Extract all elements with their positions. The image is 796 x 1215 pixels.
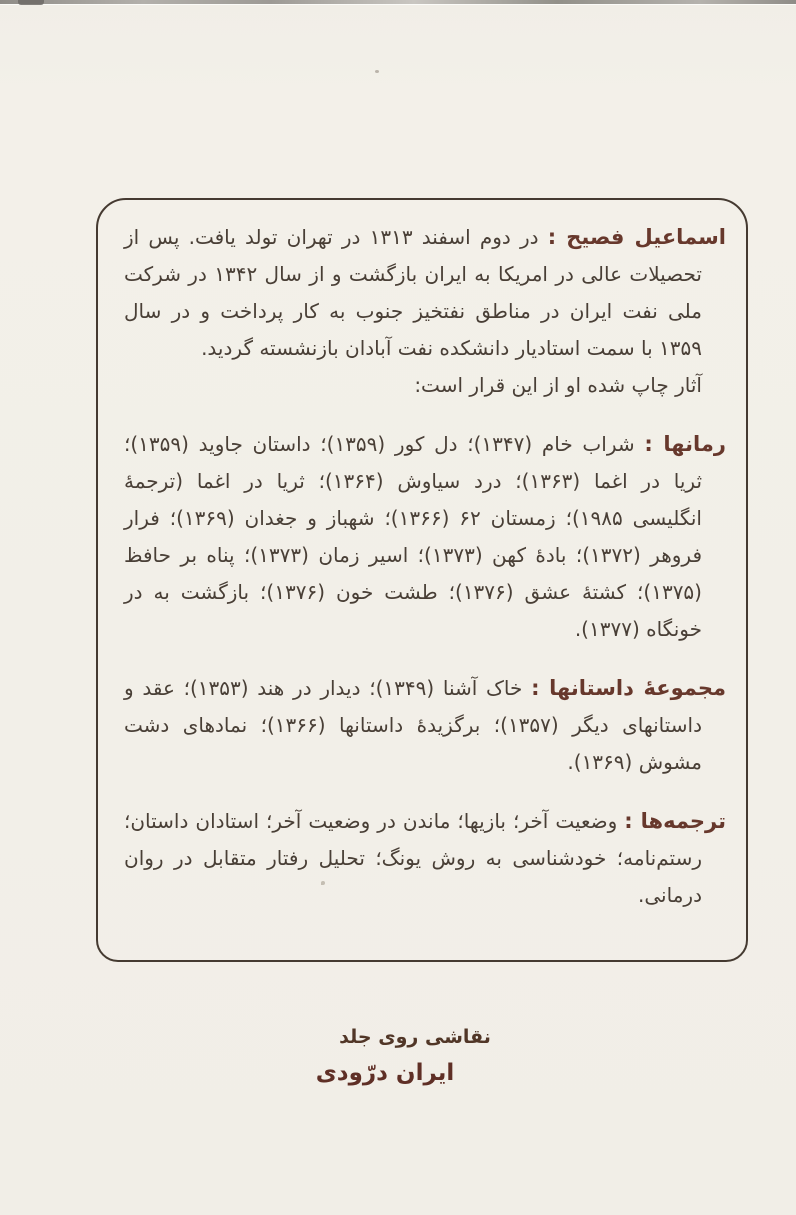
scan-edge-artifact — [0, 0, 796, 5]
novels-paragraph — [124, 426, 726, 648]
story-collections-heading: مجموعهٔ داستانها : — [531, 676, 726, 700]
scan-mark-artifact — [18, 0, 44, 5]
cover-credit — [0, 1024, 796, 1087]
author-bio-paragraph — [124, 219, 726, 367]
translations-list-text: وضعیت آخر؛ بازیها؛ ماندن در وضعیت آخر؛ استادان داستان؛ رستم‌نامه؛ خودشناسی به روش یونگ؛ تحلیل رفتار متقابل در روان درمانی. — [124, 809, 702, 907]
novels-heading: رمانها : — [644, 432, 726, 456]
author-bio-text: در دوم اسفند ۱۳۱۳ در تهران تولد یافت. پس از تحصیلات عالی در امریکا به ایران بازگشت و از سال ۱۳۴۲ در شرکت ملی نفت ایران در مناطق نفتخیز جنوب به کار پرداخت و در سال ۱۳۵۹ با سمت استادیار دانشکده نفت آبادان بازنشسته گردید. — [124, 225, 703, 360]
author-bio-box — [96, 198, 748, 962]
cover-credit-caption: نقاشی روی جلد — [339, 1026, 491, 1048]
scan-speck — [375, 70, 379, 73]
author-name-heading: اسماعیل فصیح : — [547, 225, 726, 249]
story-collections-list-text: خاک آشنا (۱۳۴۹)؛ دیدار در هند (۱۳۵۳)؛ عقد و داستانهای دیگر (۱۳۵۷)؛ برگزیدهٔ داستانها (۱۳۶۶)؛ نمادهای دشت مشوش (۱۳۶۹). — [124, 676, 703, 774]
published-works-intro-line: آثار چاپ شده او از این قرار است: — [414, 373, 702, 397]
novels-list-text: شراب خام (۱۳۴۷)؛ دل کور (۱۳۵۹)؛ داستان جاوید (۱۳۵۹)؛ ثریا در اغما (۱۳۶۳)؛ درد سیاوش (۱۳۶۴)؛ ثریا در اغما (ترجمهٔ انگلیسی ۱۹۸۵)؛ زمستان ۶۲ (۱۳۶۶)؛ شهباز و جغدان (۱۳۶۹)؛ فرار فروهر (۱۳۷۲)؛ بادهٔ کهن (۱۳۷۳)؛ اسیر زمان (۱۳۷۳)؛ پناه بر حافظ (۱۳۷۵)؛ کشتهٔ عشق (۱۳۷۶)؛ طشت خون (۱۳۷۶)؛ بازگشت به در خونگاه (۱۳۷۷). — [124, 432, 703, 641]
story-collections-paragraph — [124, 670, 726, 781]
translations-paragraph — [124, 803, 726, 914]
cover-credit-artist-name: ایران درّودی — [315, 1060, 455, 1086]
translations-heading: ترجمه‌ها : — [624, 809, 726, 833]
